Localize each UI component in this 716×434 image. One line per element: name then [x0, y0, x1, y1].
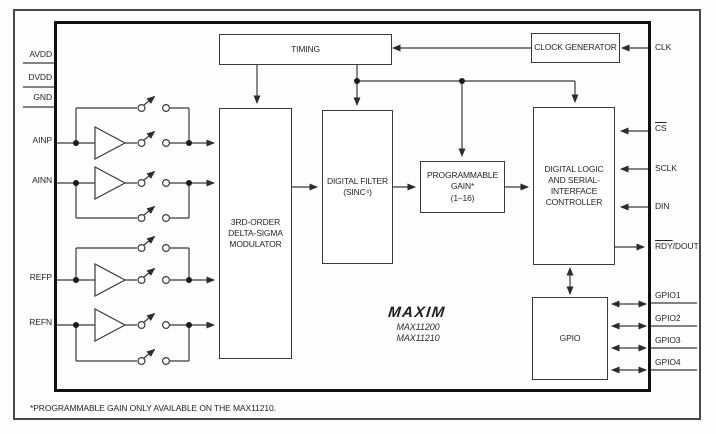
pin-ainp: AINP: [32, 135, 52, 145]
pin-gpio3: GPIO3: [655, 335, 681, 345]
model-number-1: MAX11200: [396, 322, 440, 332]
pin-ainn: AINN: [32, 175, 52, 185]
block-digital-logic: [533, 107, 615, 265]
block-timing: [219, 34, 392, 65]
pin-gnd: GND: [33, 92, 52, 102]
pin-sclk: SCLK: [655, 163, 677, 173]
block-modulator-label: 3RD-ORDER DELTA-SIGMA MODULATOR: [228, 216, 283, 250]
pin-clk: CLK: [655, 42, 672, 52]
block-digital-filter-label: DIGITAL FILTER (SINC⁴): [326, 175, 389, 197]
pin-gpio2: GPIO2: [655, 313, 681, 323]
block-gpio: [532, 297, 608, 380]
pin-din: DIN: [655, 201, 670, 211]
block-clock-generator-label: CLOCK GENERATOR: [534, 42, 617, 53]
pin-rdy-dout: $\overline{RDY}$/DOUT: [655, 241, 699, 251]
pin-gpio1: GPIO1: [655, 290, 681, 300]
maxim-logo: MAXIM: [387, 304, 447, 321]
pin-cs: $\overline{CS}$: [655, 123, 667, 133]
block-programmable-gain-label: PROGRAMMABLE GAIN* (1–16): [427, 170, 498, 203]
pin-avdd: AVDD: [29, 49, 52, 59]
block-clock-generator: [531, 33, 620, 63]
pin-dvdd: DVDD: [28, 72, 52, 82]
pin-refp: REFP: [29, 272, 52, 282]
pin-refn: REFN: [29, 317, 52, 327]
pin-gpio4: GPIO4: [655, 357, 681, 367]
block-gpio-label: GPIO: [559, 332, 581, 343]
model-number-2: MAX11210: [396, 333, 440, 343]
block-timing-label: TIMING: [291, 43, 320, 54]
block-digital-logic-label: DIGITAL LOGIC AND SERIAL- INTERFACE CONTROLLER: [544, 163, 604, 208]
block-delta-sigma-modulator: [219, 108, 292, 359]
block-programmable-gain: [420, 161, 505, 213]
footnote: *PROGRAMMABLE GAIN ONLY AVAILABLE ON THE MAX11210.: [30, 403, 276, 413]
block-digital-filter: [322, 110, 393, 264]
